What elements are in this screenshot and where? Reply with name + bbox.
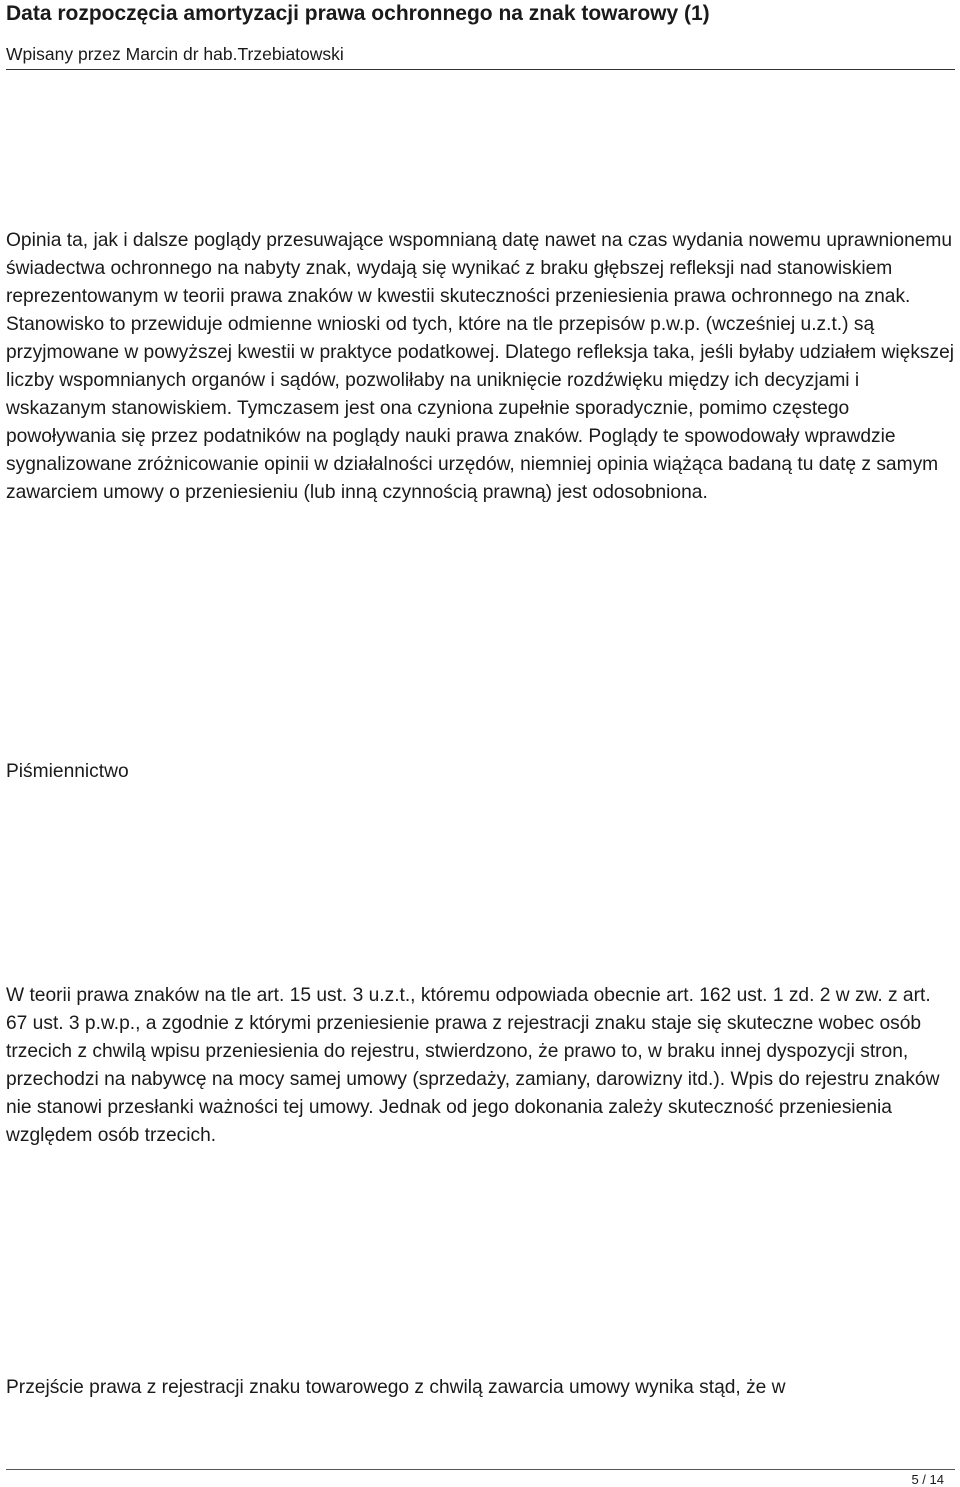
body-paragraph-1: Opinia ta, jak i dalsze poglądy przesuwające wspomnianą datę nawet na czas wydania nowemu uprawnionemu świadectwa ochronnego na nabyty znak, wydają się wynikać z braku głębszej refleksji nad stanowiskiem reprezentowanym w teorii prawa znaków w kwestii skuteczności przeniesienia prawa ochronnego na znak. Stanowisko to przewiduje odmienne wnioski od tych, które na tle przepisów p.w.p. (wcześniej u.z.t.) są przyjmowane w powyższej kwestii w praktyce podatkowej. Dlatego refleksja taka, jeśli byłaby udziałem większej liczby wspomnianych organów i sądów, pozwoliłaby na uniknięcie rozdźwięku między ich decyzjami i wskazanym stanowiskiem. Tymczasem jest ona czyniona zupełnie sporadycznie, pomimo częstego powoływania się przez podatników na poglądy nauki prawa znaków. Poglądy te spowodowały wprawdzie sygnalizowane zróżnicowanie opinii w działalności urzędów, niemniej opinia wiążąca badaną tu datę z samym zawarciem umowy o przeniesieniu (lub inną czynnością prawną) jest odosobniona. [6,230,955,503]
header-divider [6,69,955,70]
body-paragraph-2: W teorii prawa znaków na tle art. 15 ust. 3 u.z.t., któremu odpowiada obecnie art. 162 ust. 1 zd. 2 w zw. z art. 67 ust. 3 p.w.p., a zgodnie z którymi przeniesienie prawa z rejestracji znaku staje się skuteczne wobec osób trzecich z chwilą wpisu przeniesienia do rejestru, stwierdzono, że prawo to, w braku innej dyspozycji stron, przechodzi na nabywcę na mocy samej umowy (sprzedaży, zamiany, darowizny itd.). Wpis do rejestru znaków nie stanowi przesłanki ważności tej umowy. Jednak od jego dokonania zależy skuteczność przeniesienia względem osób trzecich. [6,985,940,1146]
section-heading: Piśmiennictwo [6,761,129,782]
page-number: 5 / 14 [911,1472,944,1487]
body-paragraph-3: Przejście prawa z rejestracji znaku towarowego z chwilą zawarcia umowy wynika stąd, że w [6,1377,786,1398]
author-line: Wpisany przez Marcin dr hab.Trzebiatowski [6,44,344,64]
footer-divider [6,1469,955,1470]
document-title: Data rozpoczęcia amortyzacji prawa ochronnego na znak towarowy (1) [6,2,710,25]
